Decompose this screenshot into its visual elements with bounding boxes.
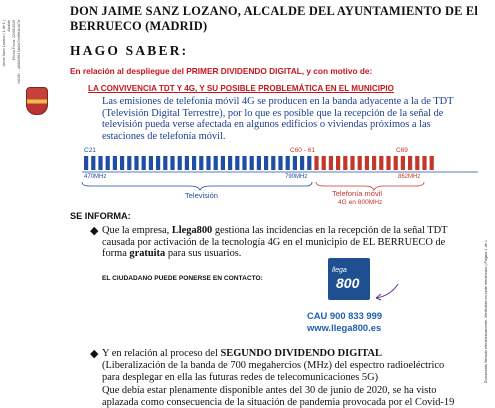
channel-tick [365, 156, 369, 170]
channel-tick [235, 156, 239, 170]
spectrum-svg [80, 144, 480, 204]
bullet-llega800 [102, 225, 462, 260]
channel-tick [106, 156, 110, 170]
bullet-diamond-icon: ◆ [90, 348, 99, 360]
channel-tick [185, 156, 189, 170]
channel-tick [415, 156, 419, 170]
signature-strip [0, 0, 58, 400]
channel-tick [170, 156, 174, 170]
channel-tick [329, 156, 333, 170]
mobile-label-2: 4G en 800MHz [338, 199, 383, 204]
channel-tick [250, 156, 254, 170]
channel-tick [430, 156, 434, 170]
se-informa-heading: SE INFORMA: [70, 211, 131, 221]
channel-tick [343, 156, 347, 170]
segundo-prefix: Y en relación al proceso del [102, 348, 221, 359]
channel-tick [149, 156, 153, 170]
channel-label-left: C21 [84, 147, 96, 154]
channel-tick [113, 156, 117, 170]
logo-number: 800 [336, 275, 360, 291]
channel-tick [307, 156, 311, 170]
channel-ticks [84, 156, 434, 170]
cau-phone: CAU 900 833 999 [307, 310, 383, 321]
channel-tick [199, 156, 203, 170]
intro-line [70, 66, 372, 76]
channel-label-mid: C60 - 61 [290, 147, 315, 154]
bullet-diamond-icon: ◆ [90, 225, 99, 237]
bullet-bold: Llega800 [171, 225, 213, 236]
web-link[interactable]: www.llega800.es [307, 322, 382, 333]
stamp-line: HASH: ...a0d2b9617ab0a7ce8fb1c4b7a [17, 20, 21, 84]
channel-tick [257, 156, 261, 170]
stamp-line: Fecha Firma: 22/06/2020 [12, 20, 16, 61]
bullet-text: gestiona las incidencias en la recepción de la señal TDT causada por activación de la tecnología 4G en el municipio de EL BERRUECO de forma [102, 225, 448, 259]
channel-tick [386, 156, 390, 170]
channel-tick [127, 156, 131, 170]
channel-tick [156, 156, 160, 170]
intro-prefix: En relación al despliegue del [70, 66, 187, 76]
freq-label-right: 862MHz [398, 174, 421, 180]
channel-tick [293, 156, 297, 170]
bullet-text: para sus usuarios. [165, 248, 242, 259]
channel-tick [286, 156, 290, 170]
intro-suffix: , y con motivo de: [301, 66, 373, 76]
channel-tick [358, 156, 362, 170]
stamp-line: Jaime Sanz Lozano ( 1 de 1 ) [2, 20, 6, 67]
freq-label-mid: 790MHz [285, 174, 308, 180]
channel-tick [163, 156, 167, 170]
logo-word: llega [332, 267, 347, 274]
channel-tick [422, 156, 426, 170]
channel-tick [206, 156, 210, 170]
segundo-paren: (Liberalización de la banda de 700 megahercios (MHz) del espectro radioeléctrico para desplegar en ella las futuras redes de telecomunicaciones 5G) [102, 360, 445, 383]
bullet-text: Que la empresa, [102, 225, 172, 236]
channel-tick [300, 156, 304, 170]
mobile-label-1: Telefonía móvil [332, 189, 383, 198]
hago-saber-heading: HAGO SABER: [70, 43, 189, 58]
bullet-bold: gratuita [129, 248, 166, 259]
convivencia-title: LA CONVIVENCIA TDT Y 4G, Y SU POSIBLE PROBLEMÁTICA EN EL MUNICIPIO [88, 84, 394, 93]
channel-tick [278, 156, 282, 170]
channel-tick [372, 156, 376, 170]
channel-tick [214, 156, 218, 170]
tv-bracket [82, 182, 312, 190]
channel-tick [120, 156, 124, 170]
channel-tick [401, 156, 405, 170]
channel-tick [221, 156, 225, 170]
segundo-para: Que debía estar plenamente disponible antes del 30 de junio de 2020, se ha visto aplazada como consecuencia de la situación de pandemia provocada por el Covid-19 [102, 385, 455, 408]
paragraph-4g-tdt: Las emisiones de telefonía móvil 4G se producen en la banda adyacente a la de TDT (Televisión Digital Terrestre), por lo que es posible que la recepción de la señal de televisión pueda verse afectada en algunos edificios o viviendas próximos a las estaciones de telefonía móvil. [102, 96, 454, 142]
header-line-2: BERRUECO (MADRID) [70, 19, 208, 33]
segundo-intro [102, 348, 462, 360]
channel-tick [350, 156, 354, 170]
channel-tick [91, 156, 95, 170]
channel-tick [84, 156, 88, 170]
channel-tick [264, 156, 268, 170]
tv-label: Televisión [185, 191, 218, 200]
channel-tick [379, 156, 383, 170]
verification-note: Documento firmado electrónicamente. Verificable en sede electrónica | Página 1 de 1 [484, 240, 488, 384]
header-line-1: DON JAIME SANZ LOZANO, ALCALDE DEL AYUNTAMIENTO DE El [70, 4, 478, 18]
arrow-icon [370, 282, 400, 302]
freq-label-left: 470MHz [84, 174, 107, 180]
channel-tick [408, 156, 412, 170]
channel-label-right: C69 [396, 147, 408, 154]
spectrum-diagram [80, 144, 480, 204]
contact-label: EL CIUDADANO PUEDE PONERSE EN CONTACTO: [102, 275, 263, 282]
channel-tick [142, 156, 146, 170]
channel-tick [178, 156, 182, 170]
channel-tick [228, 156, 232, 170]
channel-tick [192, 156, 196, 170]
channel-tick [394, 156, 398, 170]
channel-tick [242, 156, 246, 170]
channel-tick [98, 156, 102, 170]
municipal-seal-icon [26, 87, 48, 115]
stamp-line: Alcalde [7, 20, 11, 32]
intro-bold: PRIMER DIVIDENDO DIGITAL [186, 66, 302, 76]
channel-tick [336, 156, 340, 170]
channel-tick [314, 156, 318, 170]
channel-tick [322, 156, 326, 170]
channel-tick [134, 156, 138, 170]
channel-tick [271, 156, 275, 170]
llega800-logo [328, 258, 370, 300]
segundo-bold: SEGUNDO DIVIDENDO DIGITAL [220, 348, 382, 359]
